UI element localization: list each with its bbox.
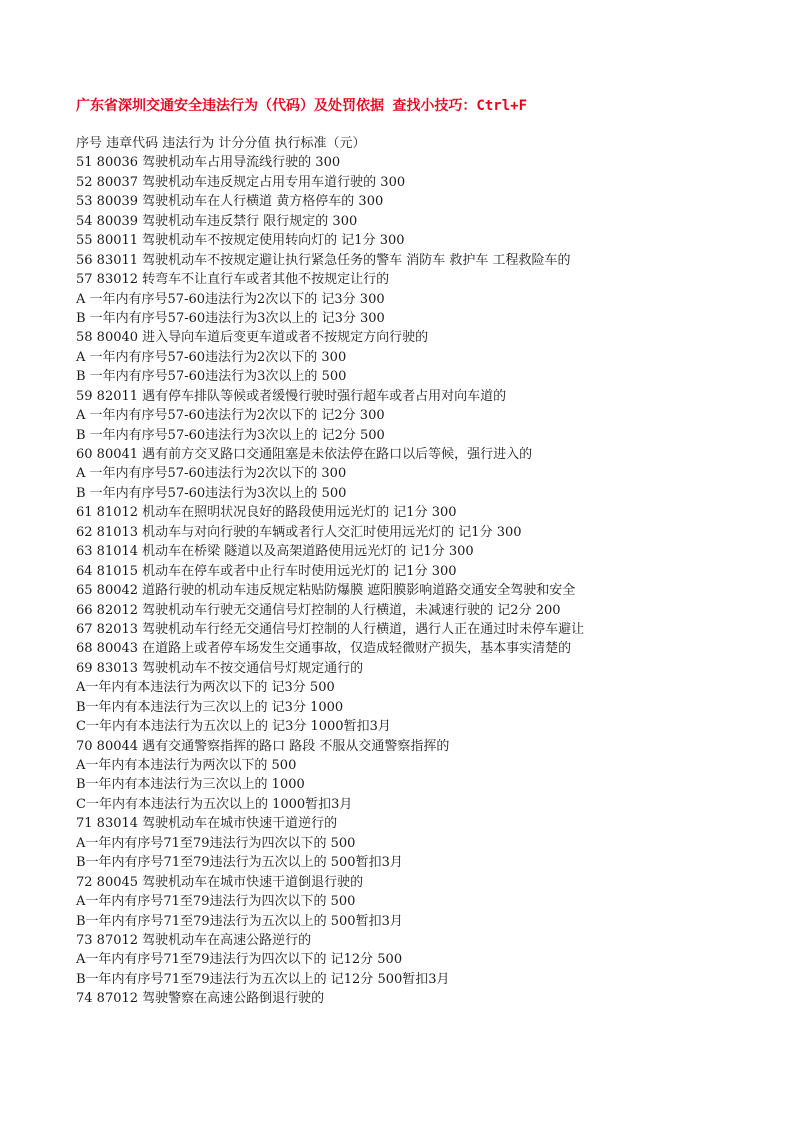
document-line: 52 80037 驾驶机动车违反规定占用专用车道行驶的 300	[76, 174, 406, 190]
document-line: 56 83011 驾驶机动车不按规定避让执行紧急任务的警车 消防车 救护车 工程救险车的	[76, 252, 571, 268]
document-line: 70 80044 遇有交通警察指挥的路口 路段 不服从交通警察指挥的	[76, 738, 450, 754]
document-line: B一年内有序号71至79违法行为五次以上的 记12分 500暂扣3月	[76, 971, 450, 987]
document-line: A 一年内有序号57-60违法行为2次以下的 记3分 300	[76, 291, 385, 307]
document-line: A一年内有序号71至79违法行为四次以下的 500	[76, 894, 356, 910]
document-line: B 一年内有序号57-60违法行为3次以上的 500	[76, 369, 347, 385]
document-line: A一年内有序号71至79违法行为四次以下的 记12分 500	[76, 952, 403, 968]
document-line: C一年内有本违法行为五次以上的 1000暂扣3月	[76, 796, 353, 812]
document-line: 68 80043 在道路上或者停车场发生交通事故，仅造成轻微财产损失，基本事实清楚的	[76, 641, 572, 657]
document-line: 73 87012 驾驶机动车在高速公路逆行的	[76, 932, 312, 948]
document-line: B 一年内有序号57-60违法行为3次以上的 记2分 500	[76, 427, 385, 443]
document-line: 51 80036 驾驶机动车占用导流线行驶的 300	[76, 155, 341, 171]
column-header-line: 序号 违章代码 违法行为 计分分值 执行标准（元）	[76, 136, 366, 151]
document-line: B 一年内有序号57-60违法行为3次以上的 500	[76, 485, 347, 501]
document-line: 63 81014 机动车在桥梁 隧道以及高架道路使用远光灯的 记1分 300	[76, 544, 474, 560]
document-line: A一年内有序号71至79违法行为四次以下的 500	[76, 835, 356, 851]
document-line: 74 87012 驾驶警察在高速公路倒退行驶的	[76, 991, 325, 1007]
document-line: 55 80011 驾驶机动车不按规定使用转向灯的 记1分 300	[76, 233, 405, 249]
document-line: 54 80039 驾驶机动车违反禁行 限行规定的 300	[76, 213, 358, 229]
document-line: 59 82011 遇有停车排队等候或者缓慢行驶时强行超车或者占用对向车道的	[76, 388, 507, 404]
document-line: B一年内有本违法行为三次以上的 1000	[76, 777, 305, 793]
document-line: A 一年内有序号57-60违法行为2次以下的 记2分 300	[76, 408, 385, 424]
document-line: 61 81012 机动车在照明状况良好的路段使用远光灯的 记1分 300	[76, 505, 457, 521]
document-line: 57 83012 转弯车不让直行车或者其他不按规定让行的	[76, 272, 390, 288]
document-line: 64 81015 机动车在停车或者中止行车时使用远光灯的 记1分 300	[76, 563, 457, 579]
document-line: B一年内有本违法行为三次以上的 记3分 1000	[76, 699, 344, 715]
document-line: 65 80042 道路行驶的机动车违反规定粘贴防爆膜 遮阳膜影响道路交通安全驾驶和安全	[76, 583, 576, 599]
document-line: 72 80045 驾驶机动车在城市快速干道倒退行驶的	[76, 874, 364, 890]
document-line: B一年内有序号71至79违法行为五次以上的 500暂扣3月	[76, 913, 403, 929]
document-line: 62 81013 机动车与对向行驶的车辆或者行人交汇时使用远光灯的 记1分 300	[76, 524, 522, 540]
document-line: A一年内有本违法行为两次以下的 500	[76, 758, 297, 773]
document-line: B 一年内有序号57-60违法行为3次以上的 记3分 300	[76, 310, 385, 326]
document-line: 71 83014 驾驶机动车在城市快速干道逆行的	[76, 816, 338, 832]
document-line: B一年内有序号71至79违法行为五次以上的 500暂扣3月	[76, 855, 403, 871]
document-body	[76, 134, 671, 1009]
document-line: 60 80041 遇有前方交叉路口交通阻塞是未依法停在路口以后等候，强行进入的	[76, 447, 533, 462]
document-line: 53 80039 驾驶机动车在人行横道 黄方格停车的 300	[76, 194, 384, 210]
document-line: 69 83013 驾驶机动车不按交通信号灯规定通行的	[76, 660, 364, 676]
document-line: A 一年内有序号57-60违法行为2次以下的 300	[76, 466, 347, 482]
document-line: A一年内有本违法行为两次以下的 记3分 500	[76, 680, 335, 696]
document-line: A 一年内有序号57-60违法行为2次以下的 300	[76, 349, 347, 365]
document-line: 58 80040 进入导向车道后变更车道或者不按规定方向行驶的	[76, 330, 429, 346]
document-line: 67 82013 驾驶机动车行经无交通信号灯控制的人行横道，遇行人正在通过时未停车避让	[76, 621, 585, 637]
document-line: C一年内有本违法行为五次以上的 记3分 1000暂扣3月	[76, 719, 391, 735]
document-title: 广东省深圳交通安全违法行为（代码）及处罚依据 查找小技巧：Ctrl+F	[76, 98, 527, 114]
document-line: 66 82012 驾驶机动车行驶无交通信号灯控制的人行横道，未减速行驶的 记2分 200	[76, 602, 561, 618]
